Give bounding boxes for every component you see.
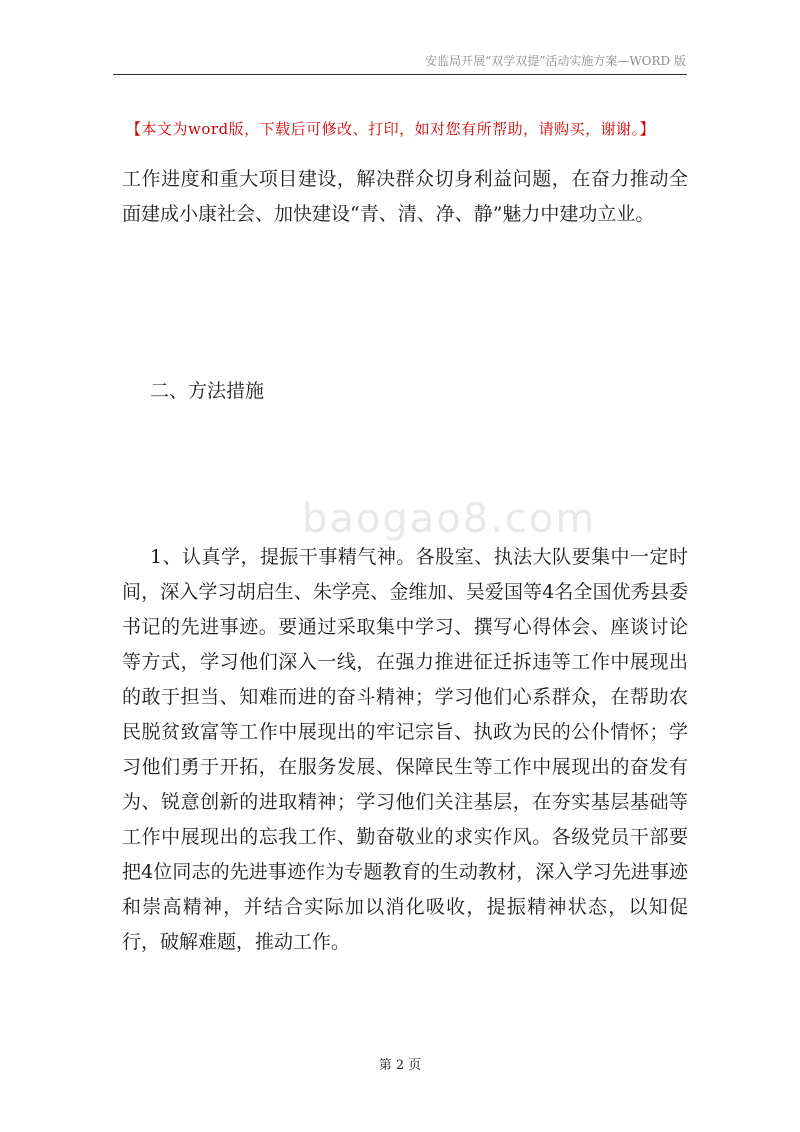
intro-paragraph: 工作进度和重大项目建设，解决群众切身利益问题，在奋力推动全面建成小康社会、加快建设“青、清、净、静”魅力中建功立业。 [122,168,688,225]
document-header-title: 安监局开展“双学双提”活动实施方案—WORD 版 [425,54,686,68]
section-heading: 二、方法措施 [150,380,265,402]
purchase-notice: 【本文为word版，下载后可修改、打印，如对您有所帮助，请购买，谢谢。】 [126,120,656,138]
page-number: 第 2 页 [378,1058,422,1073]
header-divider [113,74,687,75]
site-watermark: baogao8.com [302,496,597,542]
main-paragraph: 1、认真学，提振干事精气神。各股室、执法大队要集中一定时间，深入学习胡启生、朱学亮、金维加、吴爱国等4名全国优秀县委书记的先进事迹。要通过采取集中学习、撰写心得体会、座谈讨论等方式，学习他们深入一线，在强力推进征迁拆违等工作中展现出的敢于担当、知难而进的奋斗精神；学习他们心系群众，在帮助农民脱贫致富等工作中展现出的牢记宗旨、执政为民的公仆情怀；学习他们勇于开拓，在服务发展、保障民生等工作中展现出的奋发有为、锐意创新的进取精神；学习他们关注基层，在夯实基层基础等工作中展现出的忘我工作、勤奋敬业的求实作风。各级党员干部要把4位同志的先进事迹作为专题教育的生动教材，深入学习先进事迹和崇高精神，并结合实际加以消化吸收，提振精神状态，以知促行，破解难题，推动工作。 [122,546,688,953]
